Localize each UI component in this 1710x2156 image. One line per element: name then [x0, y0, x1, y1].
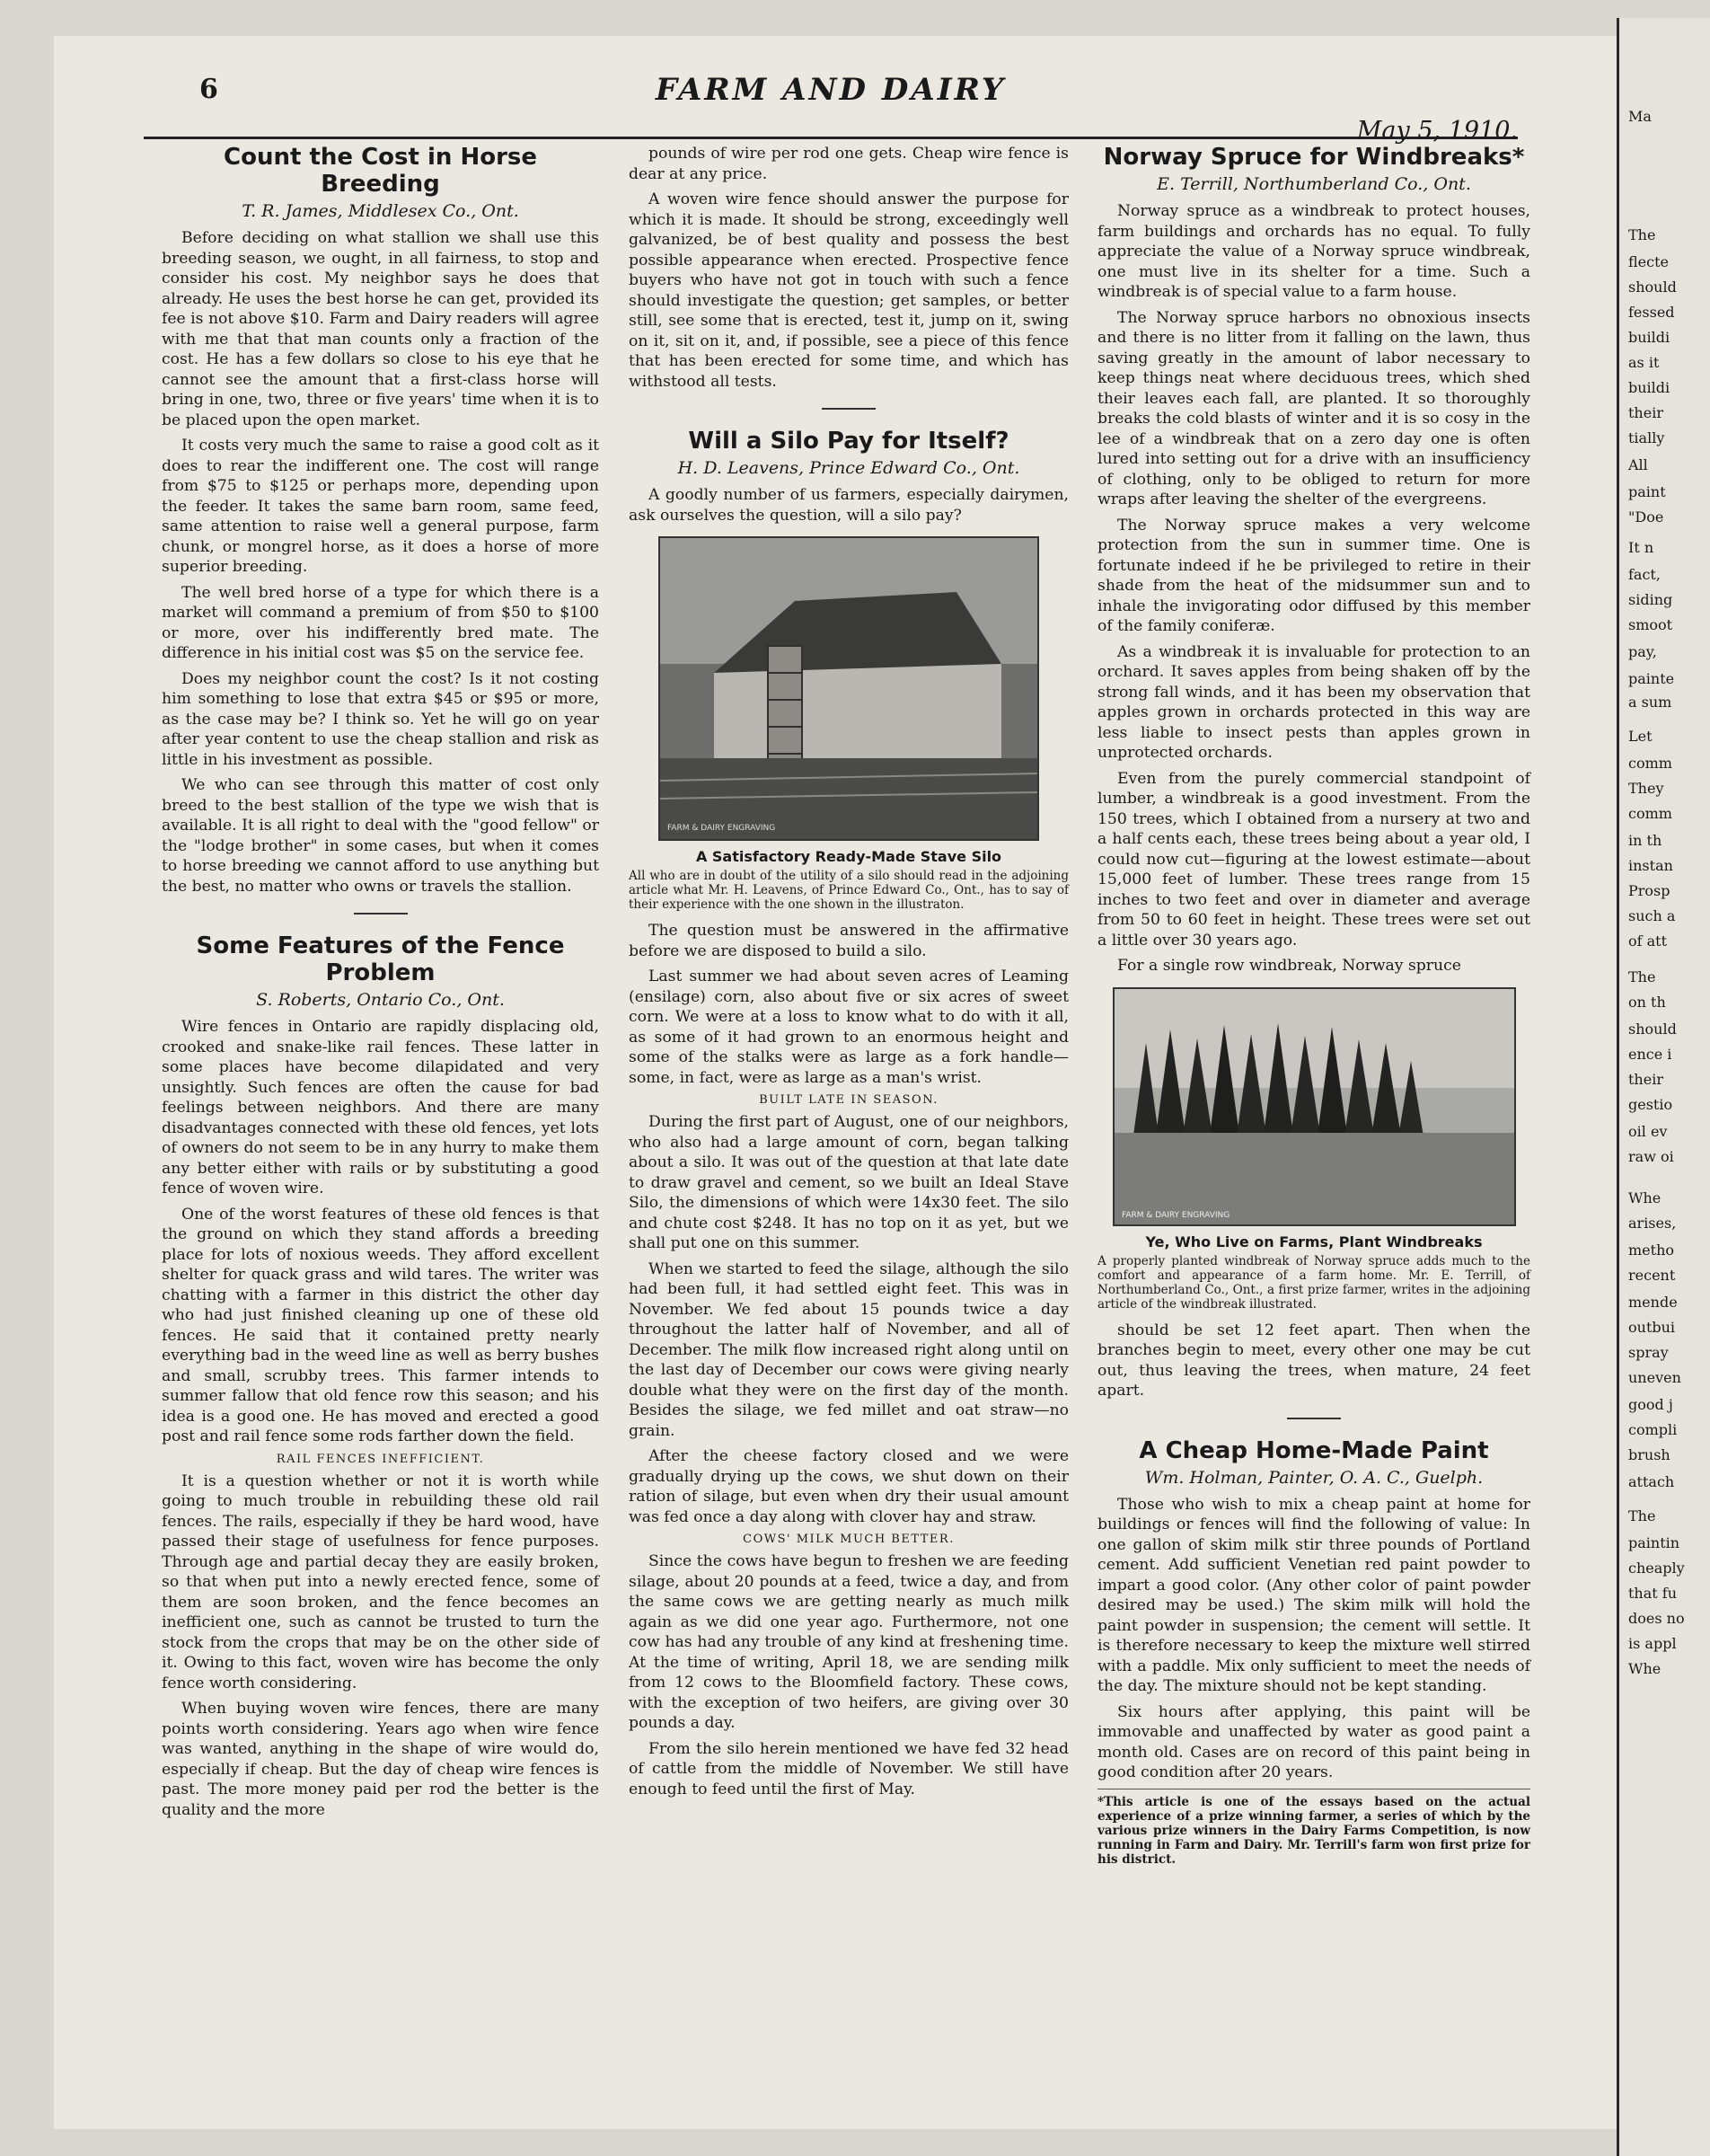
adjacent-page-text: their [1628, 1071, 1663, 1088]
column-3 [1097, 144, 1530, 1867]
adjacent-page-text: their [1628, 404, 1663, 421]
adjacent-page-text: They [1628, 780, 1664, 797]
adjacent-page-text: Whe [1628, 1189, 1662, 1206]
adjacent-page-text: flecte [1628, 253, 1669, 270]
column-2 [629, 144, 1069, 1805]
caption-spruce: A properly planted windbreak of Norway spruce adds much to the comfort and appearance of a farm home. Mr. E. Terrill, of Northumberland Co., Ont., a first prize farmer, writes in the adjoining article of the windbreak illustrated. [1097, 1253, 1530, 1312]
adjacent-page-text: fact, [1628, 566, 1661, 583]
adjacent-page-text: on th [1628, 994, 1666, 1011]
adjacent-page-text: The [1628, 968, 1656, 985]
adjacent-page-text: spray [1628, 1344, 1669, 1361]
paragraph: A woven wire fence should answer the purpose for which it is made. It should be strong, exceedingly well galvanized, be of best quality and possess the best possible appearance when erected. Prospective fence buyers who have not got in touch with such a fence should investigate the question; get samples, or better still, see some that is erected, test it, jump on it, swing on it, sit on it, and, if possible, see a piece of this fence that has been erected for some time, and which has withstood all tests. [629, 190, 1069, 391]
adjacent-page-text: painte [1628, 670, 1675, 687]
paragraph: As a windbreak it is invaluable for protection to an orchard. It saves apples from being shaken off by the strong fall winds, and it has been my observation that apples grown in orchards protected in this way are less liable to insect pests than apples grown in unprotected orchards. [1097, 642, 1530, 762]
article-title-silo: Will a Silo Pay for Itself? [688, 428, 1009, 455]
masthead: FARM AND DAIRY [655, 72, 1007, 108]
adjacent-page-text: siding [1628, 591, 1673, 608]
paragraph: Six hours after applying, this paint will be immovable and unaffected by water as good paint a month old. Cases are on record of this paint being in good condition after 20 years. [1097, 1702, 1530, 1781]
adjacent-page-text: outbui [1628, 1319, 1676, 1336]
byline-silo: H. D. Leavens, Prince Edward Co., Ont. [677, 458, 1020, 478]
adjacent-page-text: All [1628, 456, 1648, 473]
page-header [144, 65, 1518, 145]
adjacent-page-text: is appl [1628, 1635, 1677, 1652]
adjacent-page-text: recent [1628, 1267, 1676, 1284]
adjacent-page-text: comm [1628, 805, 1672, 822]
adjacent-page-text: mende [1628, 1294, 1678, 1311]
paragraph: When we started to feed the silage, although the silo had been full, it had settled eight feet. This was in November. We fed about 15 pounds twice a day throughout the latter half of November, and all of December. The milk flow increased right along until on the last day of December our cows were giving nearly double what they were on the first day of the month. Besides the silage, we fed millet and oat straw—no grain. [629, 1259, 1069, 1440]
adjacent-page-text: does no [1628, 1610, 1685, 1627]
paragraph: It costs very much the same to raise a good colt as it does to rear the indifferent one. The cost will range from $75 to $125 or perhaps more, depending upon the feeder. It takes the same barn room, same feed, same attention to raise well a general purpose, farm chunk, or mongrel horse, as it does a horse of more superior breeding. [162, 437, 599, 576]
paragraph: Before deciding on what stallion we shall use this breeding season, we ought, in all fairness, to stop and consider his cost. My neighbor says he does that already. He uses the best horse he can get, provided its fee is not above $10. Farm and Dairy readers will agree with me that that man counts only a fraction of the cost. He has a few dollars so close to his eye that he cannot see the amount that a first-class horse will bring in one, two, three or five years' time when it is to be placed upon the open market. [162, 229, 599, 429]
paragraph: The question must be answered in the affirmative before we are disposed to build a silo. [629, 922, 1069, 960]
adjacent-page-text: Whe [1628, 1660, 1662, 1677]
adjacent-page-text: Ma [1628, 108, 1652, 125]
adjacent-page-text: should [1628, 1021, 1677, 1038]
paragraph: When buying woven wire fences, there are many points worth considering. Years ago when wire fence was wanted, anything in the shape of wire would do, especially if cheap. But the day of cheap wire fences is past. The more money paid per rod the better is the quality and the more [162, 1700, 599, 1819]
adjacent-page-text: ence i [1628, 1046, 1672, 1063]
paragraph: For a single row windbreak, Norway spruce [1117, 957, 1461, 975]
adjacent-page-text: smoot [1628, 616, 1673, 633]
caption-title-spruce: Ye, Who Live on Farms, Plant Windbreaks [1145, 1233, 1483, 1250]
subhead: RAIL FENCES INEFFICIENT. [276, 1452, 485, 1466]
adjacent-page-text: buildi [1628, 329, 1670, 346]
adjacent-page-text: instan [1628, 857, 1673, 874]
paragraph: Since the cows have begun to freshen we are feeding silage, about 20 pounds at a feed, twice a day, and from the same cows we are getting nearly as much milk again as we did one year ago. Furthermore, not one cow has had any trouble of any kind at freshening time. At the time of writing, April 18, we are sending milk from 12 cows to the Bloomfield factory. These cows, with the exception of two heifers, are giving over 30 pounds a day. [629, 1552, 1069, 1732]
adjacent-page-text: buildi [1628, 379, 1670, 396]
column-1 [162, 144, 599, 1825]
photo-credit: FARM & DAIRY ENGRAVING [667, 824, 776, 833]
paragraph: We who can see through this matter of cost only breed to the best stallion of the type we wish that is available. It is all right to deal with the "good fellow" or the "lodge brother" in some cases, but when it comes to horse breeding we cannot afford to use anything but the best, no matter who owns or travels the stallion. [162, 776, 599, 896]
adjacent-page-text: brush [1628, 1446, 1670, 1463]
adjacent-page-text: paint [1628, 483, 1666, 500]
windbreak-illustration [1115, 989, 1514, 1224]
byline-horse: T. R. James, Middlesex Co., Ont. [242, 201, 519, 221]
subhead: BUILT LATE IN SEASON. [759, 1093, 939, 1107]
paragraph: The well bred horse of a type for which there is a market will command a premium of from $50 to $100 or more, over his indifferently bred mate. The difference in his initial cost was $5 on the service fee. [162, 583, 599, 662]
adjacent-page-text: comm [1628, 755, 1672, 772]
windbreak-photo [1113, 987, 1516, 1226]
paragraph: It is a question whether or not it is worth while going to much trouble in rebuilding these old rail fences. The rails, especially if they be hard wood, have passed their stage of usefulness for fence purposes. Through age and partial decay they are easily broken, so that when put into a newly erected fence, some of them are soon broken, and the fence becomes an inefficient one, such as cannot be trusted to turn the stock from the crops that may be on the other side of it. Owing to this fact, woven wire has become the only fence worth considering. [162, 1471, 599, 1692]
paragraph: From the silo herein mentioned we have fed 32 head of cattle from the middle of November. We still have enough to feed until the first of May. [629, 1739, 1069, 1798]
paragraph: One of the worst features of these old fences is that the ground on which they stand affords a breeding place for lots of noxious weeds. They afford excellent shelter for quack grass and wild tares. The writer was chatting with a farmer in this district the other day who had just finished cleaning up one of these old fences. He said that it contained pretty nearly everything bad in the weed line as well as berry bushes and small, scrubby trees. This farmer intends to summer fallow that old fence row this season; and his idea is a good one. He has moved and erected a good post and rail fence some rods farther down the field. [162, 1205, 599, 1445]
byline-paint: Wm. Holman, Painter, O. A. C., Guelph. [1144, 1467, 1484, 1488]
paragraph: Those who wish to mix a cheap paint at home for buildings or fences will find the following of value: In one gallon of skim milk stir three pounds of Portland cement. Add sufficient Venetian red paint powder to impart a good color. (Any other color of paint powder desired may be used.) The skim milk will hold the paint powder in suspension; the cement will settle. It is therefore necessary to keep the mixture well stirred with a paddle. Mix only sufficient to meet the needs of the day. The mixture should not be kept standing. [1097, 1495, 1530, 1695]
adjacent-page-text: metho [1628, 1241, 1675, 1259]
article-title-horse: Count the Cost in Horse Breeding [224, 144, 537, 198]
issue-date: May 5, 1910. [1356, 117, 1518, 145]
byline-fence: S. Roberts, Ontario Co., Ont. [256, 990, 505, 1010]
photo-credit: FARM & DAIRY ENGRAVING [1121, 1210, 1230, 1220]
paragraph: Norway spruce as a windbreak to protect houses, farm buildings and orchards has no equal. To fully appreciate the value of a Norway spruce windbreak, one must live in its shelter for a time. Such a windbreak is of special value to a farm house. [1097, 202, 1530, 301]
article-title-paint: A Cheap Home-Made Paint [1139, 1436, 1489, 1464]
paragraph: During the first part of August, one of our neighbors, who also had a large amount of corn, began talking about a silo. It was out of the question at that late date to draw gravel and cement, so we built an Ideal Stave Silo, the dimensions of which were 14x30 feet. The silo and chute cost $248. It has no top on it as yet, but we shall put one on this summer. [629, 1113, 1069, 1252]
adjacent-page-text: oil ev [1628, 1123, 1668, 1140]
adjacent-page-text: "Doe [1628, 508, 1664, 526]
adjacent-page-text: a sum [1628, 694, 1672, 711]
adjacent-page-text: such a [1628, 907, 1676, 924]
adjacent-page-text: pay, [1628, 643, 1657, 660]
adjacent-page-text: The [1628, 226, 1656, 243]
adjacent-page-text: Prosp [1628, 882, 1670, 899]
adjacent-page-text: paintin [1628, 1534, 1680, 1551]
section-divider [354, 913, 408, 915]
adjacent-page-text: that fu [1628, 1585, 1678, 1602]
adjacent-page-text: compli [1628, 1421, 1678, 1438]
paragraph: Last summer we had about seven acres of Leaming (ensilage) corn, also about five or six acres of sweet corn. We were at a loss to know what to do with it all, as some of it had grown to an enormous height and some of the stalks were as large as a fork handle—some, in fact, were as large as a man's wrist. [629, 968, 1069, 1087]
adjacent-page-text: fessed [1628, 304, 1675, 321]
paragraph: The Norway spruce makes a very welcome protection from the sun in summer time. One is fortunate indeed if he be privileged to retire in their shade from the heat of the midsummer sun and to inhale the invigorating odor diffused by this member of the family coniferæ. [1097, 516, 1530, 635]
paragraph: After the cheese factory closed and we were gradually drying up the cows, we shut down on their ration of silage, but even when dry their usual amount was fed once a day along with clover hay and straw. [629, 1447, 1069, 1526]
paragraph: pounds of wire per rod one gets. Cheap wire fence is dear at any price. [629, 145, 1069, 183]
adjacent-page-text: should [1628, 278, 1677, 296]
page-number: 6 [199, 74, 218, 105]
adjacent-page-text: The [1628, 1507, 1656, 1524]
silo-barn-illustration [660, 538, 1037, 839]
adjacent-page-text: Let [1628, 728, 1653, 745]
byline-spruce: E. Terrill, Northumberland Co., Ont. [1157, 174, 1471, 194]
adjacent-page-text: as it [1628, 354, 1660, 371]
paragraph: should be set 12 feet apart. Then when the branches begin to meet, every other one may be cut out, thus leaving the trees, when mature, 24 feet apart. [1097, 1321, 1530, 1400]
adjacent-page-text: arises, [1628, 1215, 1677, 1232]
footnote: *This article is one of the essays based on the actual experience of a prize winning farmer, a series of which by the various prize winners in the Dairy Farms Competition, is now running in Farm and Dairy. Mr. Terrill's farm won first prize for his district. [1097, 1789, 1530, 1867]
adjacent-page-edge [1617, 18, 1710, 2156]
silo-barn-photo [658, 536, 1039, 841]
subhead: COWS' MILK MUCH BETTER. [743, 1533, 955, 1546]
article-title-fence: Some Features of the Fence Problem [196, 932, 565, 986]
adjacent-page-text: good j [1628, 1396, 1673, 1413]
adjacent-page-text: of att [1628, 932, 1668, 950]
paragraph: Wire fences in Ontario are rapidly displacing old, crooked and snake-like rail fences. These latter in some places have become dilapidated and very unsightly. Such fences are often the cause for bad feelings between neighbors. And there are many disadvantages connected with these old fences, yet lots of owners do not seem to be in any hurry to make them any better either with rails or by substituting a good fence of woven wire. [162, 1018, 599, 1197]
adjacent-page-text: It n [1628, 539, 1654, 556]
article-title-spruce: Norway Spruce for Windbreaks* [1103, 144, 1525, 171]
adjacent-page-text: attach [1628, 1473, 1675, 1490]
adjacent-page-text: gestio [1628, 1096, 1673, 1113]
adjacent-page-text: uneven [1628, 1369, 1681, 1386]
section-divider [822, 408, 876, 410]
adjacent-page-text: tially [1628, 429, 1665, 446]
paragraph: The Norway spruce harbors no obnoxious insects and there is no litter from it falling on the lawn, thus saving greatly in the amount of labor necessary to keep things neat where deciduous trees, which shed their leaves each fall, are planted. It so thoroughly breaks the cold blasts of winter and it is so cosy in the lee of a windbreak that on a zero day one is often lured into setting out for a drive with an insufficiency of clothing, only to be obliged to return for more wraps after leaving the shelter of the evergreens. [1097, 308, 1530, 508]
caption-silo: All who are in doubt of the utility of a silo should read in the adjoining article what Mr. H. Leavens, of Prince Edward Co., Ont., has to say of their experience with the one shown in the illustraton. [629, 869, 1069, 912]
adjacent-page-text: in th [1628, 832, 1662, 849]
adjacent-page-text: raw oi [1628, 1148, 1674, 1165]
paragraph: Even from the purely commercial standpoint of lumber, a windbreak is a good investment. From the 150 trees, which I obtained from a nursery at two and a half cents each, these trees being about a year old, I could now cut—figuring at the lowest estimate—about 15,000 feet of lumber. These trees range from 15 inches to two feet and over in diameter and average from 50 to 60 feet in height. These trees were set out a little over 30 years ago. [1097, 769, 1530, 950]
paragraph: A goodly number of us farmers, especially dairymen, ask ourselves the question, will a silo pay? [629, 486, 1069, 525]
paragraph: Does my neighbor count the cost? Is it not costing him something to lose that extra $45 or $95 or more, as the case may be? I think so. Yet he will go on year after year content to use the cheap stallion and risk as little in his investment as possible. [162, 669, 599, 769]
caption-title-silo: A Satisfactory Ready-Made Stave Silo [695, 848, 1002, 865]
section-divider [1287, 1418, 1341, 1419]
adjacent-page-text: cheaply [1628, 1560, 1685, 1577]
